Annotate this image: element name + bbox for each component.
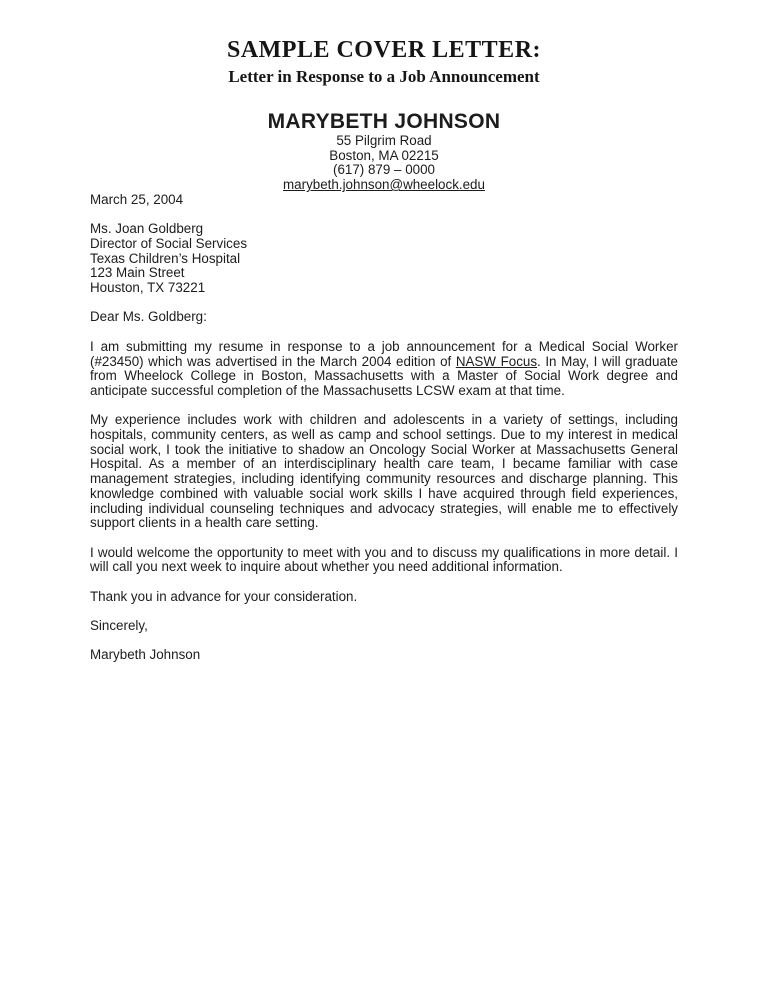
sender-email-link[interactable]: marybeth.johnson@wheelock.edu (283, 177, 485, 193)
sender-contact-block (90, 110, 678, 193)
sender-name: MARYBETH JOHNSON (267, 110, 501, 133)
paragraph-3: I would welcome the opportunity to meet with you and to discuss my qualifications in more detail. I will call you next week to inquire about whether you need additional information. (90, 544, 678, 575)
recipient-name: Ms. Joan Goldberg (90, 221, 204, 237)
signature-name: Marybeth Johnson (90, 647, 201, 663)
document-heading (90, 36, 678, 88)
paragraph-1-text-before: I am submitting my resume in response to a job announcement for a Medical Social Worker (#23450) which was advertised in the March 2004 edition of (90, 338, 678, 369)
recipient-address-block (90, 222, 678, 296)
paragraph-4: Thank you in advance for your consideration. (90, 588, 358, 604)
paragraph-1 (90, 340, 678, 399)
document-title: SAMPLE COVER LETTER: (226, 37, 542, 63)
letter-body (90, 193, 678, 663)
paragraph-1-text-after: . In May, I will graduate from Wheelock College in Boston, Massachusetts with a Master of Social Work degree and anticipate successful completion of the Massachusetts LCSW exam at that time. (90, 353, 679, 398)
letter-date: March 25, 2004 (90, 191, 184, 207)
sender-address-city: Boston, MA 02215 (329, 147, 439, 163)
document-subtitle: Letter in Response to a Job Announcement (228, 67, 540, 86)
recipient-title: Director of Social Services (90, 235, 248, 251)
salutation: Dear Ms. Goldberg: (90, 309, 207, 325)
recipient-city: Houston, TX 73221 (90, 280, 206, 296)
sender-phone: (617) 879 – 0000 (333, 162, 435, 178)
nasw-focus-underlined-text: NASW Focus (455, 353, 538, 369)
recipient-organization: Texas Children’s Hospital (90, 250, 241, 266)
closing: Sincerely, (90, 618, 148, 634)
sender-address-street: 55 Pilgrim Road (336, 133, 432, 148)
paragraph-2: My experience includes work with children and adolescents in a variety of settings, including hospitals, community centers, as well as camp and school settings. Due to my interest in medical social work, I took the initiative to shadow an Oncology Social Worker at Massachusetts General Hospital. As a member of an interdisciplinary health care team, I became familiar with case management strategies, including identifying community resources and discharge planning. This knowledge combined with valuable social work skills I have acquired through field experiences, including individual counseling techniques and advocacy strategies, will enable me to effectively support clients in a health care setting. (90, 412, 678, 531)
recipient-street: 123 Main Street (90, 265, 185, 281)
